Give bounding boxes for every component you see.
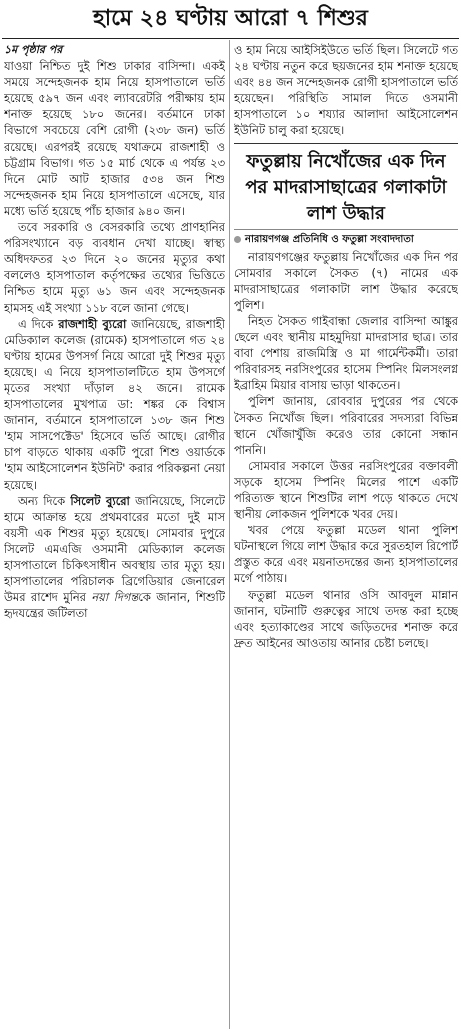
newspaper-name: নয়া দিগন্ত bbox=[91, 590, 139, 605]
paragraph-lead: অন্য দিকে bbox=[18, 493, 71, 508]
article-paragraph: ফতুল্লা মডেল থানার ওসি আবদুল মান্নান জানান, ঘটনাটি গুরুত্বের সাথে তদন্ত করা হচ্ছে এবং হত্যাকাণ্ডের সাথে জড়িতদের শনাক্ত করে দ্রুত আইনের আওতায় আনার চেষ্টা চলছে। bbox=[234, 587, 458, 650]
article-paragraph: নিহত সৈকত গাইবান্ধা জেলার বাসিন্দা আঙ্কুর ছেলে এবং স্থানীয় মাহমুদিয়া মাদরাসার ছাত্র। তার বাবা পেশায় রাজমিস্ত্রি ও মা গার্মেন্টকর্মী। তারা পরিবারসহ নরসিংপুরের হাসেম স্পিনিং মিলসংলগ্ন ইব্রাহিম মিয়ার বাসায় ভাড়া থাকতেন। bbox=[234, 313, 458, 393]
paragraph-lead: এ দিকে bbox=[18, 316, 59, 331]
article-paragraph bbox=[4, 316, 225, 493]
article-paragraph bbox=[4, 493, 225, 622]
article-paragraph: পুলিশ জানায়, রোববার দুপুরের পর থেকে সৈকত নিখোঁজ ছিল। পরিবারের সদস্যরা বিভিন্ন স্থানে খোঁজাখুঁজি করেও তার কোনো সন্ধান পাননি। bbox=[234, 394, 458, 457]
article-paragraph: নারায়ণগঞ্জের ফতুল্লায় নিখোঁজের এক দিন পর সোমবার সকালে সৈকত (৭) নামের এক মাদরাসাছাত্রের গলাকাটা লাশ উদ্ধার করেছে পুলিশ। bbox=[234, 249, 458, 312]
article-paragraph: যাওয়া নিশ্চিত দুই শিশু ঢাকার বাসিন্দা। একই সময়ে সন্দেহজনক হাম নিয়ে হাসপাতালে ভর্তি হয়েছে ৫৯৭ জন এবং ল্যাবরেটরি পরীক্ষায় হাম শনাক্ত হয়েছে ১৮০ জনের। বর্তমানে ঢাকা বিভাগে সবচেয়ে বেশি রোগী (২৩৮ জন) ভর্তি রয়েছে। এরপরই রয়েছে যথাক্রমে রাজশাহী ও চট্টগ্রাম বিভাগ। গত ১৫ মার্চ থেকে এ পর্যন্ত ২৩ দিনে মোট আট হাজার ৫৩৪ জন শিশু সন্দেহজনক হাম নিয়ে হাসপাতালে এসেছে, যার মধ্যে ভর্তি হয়েছে পাঁচ হাজার ৯৪০ জন। bbox=[4, 59, 225, 218]
second-headline: ফতুল্লায় নিখোঁজের এক দিন পর মাদরাসাছাত্রের গলাকাটা লাশ উদ্ধার bbox=[245, 150, 447, 224]
continued-marker: ১ম পৃষ্ঠার পর bbox=[4, 43, 63, 56]
byline bbox=[234, 229, 458, 247]
story-divider bbox=[234, 143, 458, 144]
article-paragraph: ও হাম নিয়ে আইসিইউতে ভর্তি ছিল। সিলেটে গত ২৪ ঘণ্টায় নতুন করে ছয়জনের হাম শনাক্ত হয়েছে এবং ৪৪ জন সন্দেহজনক রোগী হাসপাতালে ভর্তি হয়েছেন। পরিস্থিতি সামাল দিতে ওসমানী হাসপাতালে ১০ শয্যার আলাদা আইসোলেশন ইউনিট চালু করা হয়েছে। bbox=[234, 43, 458, 138]
main-headline: হামে ২৪ ঘণ্টায় আরো ৭ শিশুর bbox=[93, 6, 368, 31]
paragraph-text: জানিয়েছে, সিলেটে হামে আক্রান্ত হয়ে প্রথমবারের মতো দুই মাস বয়সী এক শিশুর মৃত্যু হয়েছে। সোমবার দুপুরে সিলেট এমএজি ওসমানী মেডিক্যাল কলেজ হাসপাতালে চিকিৎসাধীন অবস্থায় তার মৃত্যু হয়। হাসপাতালের পরিচালক ব্রিগেডিয়ার জেনারেল উমর রাশেদ মুনির bbox=[4, 493, 225, 605]
paragraph-text: জানিয়েছে, রাজশাহী মেডিক্যাল কলেজ (রামেক) হাসপাতালে গত ২৪ ঘণ্টায় হামের উপসর্গ নিয়ে আরো দুই শিশুর মৃত্যু হয়েছে। এ নিয়ে হাসপাতালটিতে হাম উপসর্গে মৃতের সংখ্যা দাঁড়াল ৪২ জনে। রামেক হাসপাতালের মুখপাত্র ডা: শঙ্কর কে বিশ্বাস জানান, বর্তমানে হাসপাতালে ১৩৮ জন শিশু 'হাম সাসপেক্টেড' হিসেবে ভর্তি আছে। রোগীর চাপ বাড়তে থাকায় একটি পুরো শিশু ওয়ার্ডকে 'হাম আইসোলেশন ইউনিট' করার পরিকল্পনা নেয়া হয়েছে। bbox=[4, 316, 225, 492]
bullet-icon bbox=[234, 236, 241, 243]
article-paragraph: খবর পেয়ে ফতুল্লা মডেল থানা পুলিশ ঘটনাস্থলে গিয়ে লাশ উদ্ধার করে সুরতহাল রিপোর্ট প্রস্তুত করে এবং ময়নাতদন্তের জন্য হাসপাতালের মর্গে পাঠায়। bbox=[234, 523, 458, 586]
left-column bbox=[4, 42, 225, 1027]
article-paragraph: সোমবার সকালে উত্তর নরসিংপুরের বক্তাবলী সড়কে হাসেম স্পিনিং মিলের পাশে একটি পরিত্যক্ত স্থানে শিশুটির লাশ পড়ে থাকতে দেখে স্থানীয় লোকজন পুলিশকে খবর দেয়। bbox=[234, 458, 458, 522]
article-paragraph: তবে সরকারি ও বেসরকারি তথ্যে প্রাণহানির পরিসংখ্যানে বড় ব্যবধান দেখা যাচ্ছে। স্বাস্থ্য অধিদফতর ২৩ দিনে ২০ জনের মৃত্যুর কথা বললেও হাসপাতাল কর্তৃপক্ষের তথ্যের ভিত্তিতে নিশ্চিত হামে মৃত্যু ৬১ জন এবং সন্দেহজনক হামসহ এই সংখ্যা ১১৮ বলে জানা গেছে। bbox=[4, 220, 225, 315]
right-column bbox=[234, 42, 458, 1027]
bureau-name: সিলেট ব্যুরো bbox=[70, 493, 130, 508]
paragraph-text: কে জানান, শিশুটি হৃদযন্ত্রের জটিলতা bbox=[4, 590, 225, 621]
column-divider bbox=[229, 40, 230, 1029]
bureau-name: রাজশাহী ব্যুরো bbox=[58, 316, 127, 331]
byline-text: নারায়ণগঞ্জ প্রতিনিধি ও ফতুল্লা সংবাদদাতা bbox=[245, 233, 414, 245]
headline-rule bbox=[2, 38, 459, 39]
